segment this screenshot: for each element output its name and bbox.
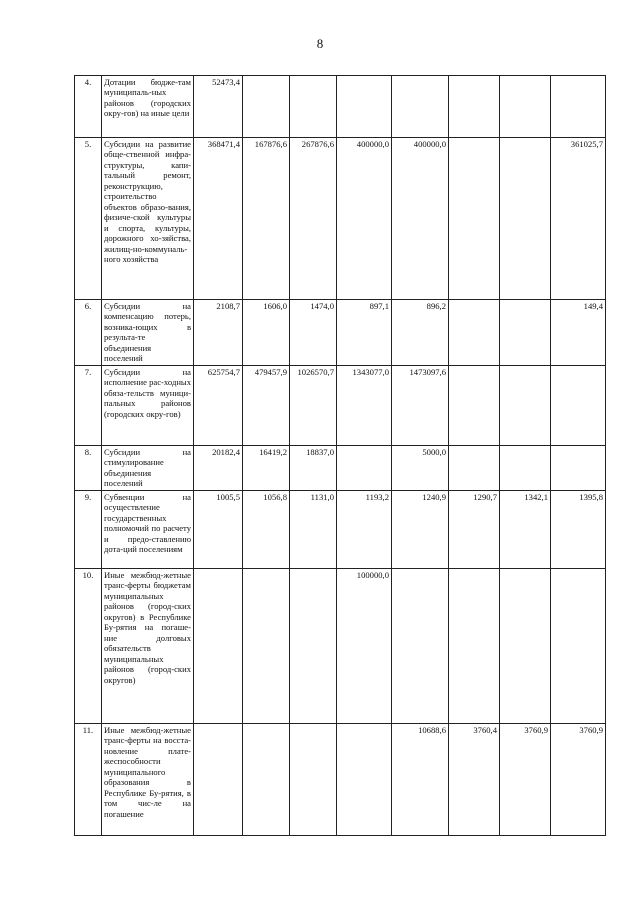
value-cell: 1056,8: [243, 490, 290, 568]
value-cell: 896,2: [392, 300, 449, 366]
value-cell: 3760,4: [449, 723, 500, 835]
row-number: 7.: [75, 365, 102, 445]
value-cell: 1005,5: [194, 490, 243, 568]
value-cell: 267876,6: [290, 138, 337, 300]
table-row: [75, 445, 606, 490]
value-cell: [337, 76, 392, 138]
value-cell: [551, 445, 606, 490]
row-number: 8.: [75, 445, 102, 490]
value-cell: [449, 365, 500, 445]
value-cell: 625754,7: [194, 365, 243, 445]
row-name: Субсидии на стимулирование объединения поселений: [102, 445, 194, 490]
value-cell: [449, 76, 500, 138]
row-name: Иные межбюд-жетные транс-ферты бюджетам муниципальных районов (город-ских округов) в Республике Бу-рятия на погаше-ние долговых обязательств муниципальных районов (город-ских округов): [102, 568, 194, 723]
value-cell: 368471,4: [194, 138, 243, 300]
value-cell: [500, 568, 551, 723]
value-cell: [449, 300, 500, 366]
value-cell: 16419,2: [243, 445, 290, 490]
row-number: 4.: [75, 76, 102, 138]
row-number: 6.: [75, 300, 102, 366]
value-cell: 1240,9: [392, 490, 449, 568]
row-name: Дотации бюдже-там муниципаль-ных районов (городских окру-гов) на иные цели: [102, 76, 194, 138]
value-cell: 361025,7: [551, 138, 606, 300]
value-cell: 400000,0: [337, 138, 392, 300]
row-name: Субсидии на развитие обще-ственной инфра-структуры, капи-тальный ремонт, реконструкцию, строительство объектов образо-вания, физиче-ской культуры и спорта, культуры, дорожного хо-зяйства, жилищ-но-коммуналь-ного хозяйства: [102, 138, 194, 300]
value-cell: 149,4: [551, 300, 606, 366]
value-cell: [194, 723, 243, 835]
value-cell: [392, 76, 449, 138]
table-row: [75, 300, 606, 366]
table-row: [75, 76, 606, 138]
value-cell: 10688,6: [392, 723, 449, 835]
value-cell: 1193,2: [337, 490, 392, 568]
value-cell: [500, 445, 551, 490]
value-cell: 5000,0: [392, 445, 449, 490]
value-cell: 1473097,6: [392, 365, 449, 445]
row-number: 5.: [75, 138, 102, 300]
page-number: 8: [316, 36, 324, 51]
value-cell: 479457,9: [243, 365, 290, 445]
row-number: 10.: [75, 568, 102, 723]
value-cell: [243, 723, 290, 835]
value-cell: [337, 723, 392, 835]
value-cell: 897,1: [337, 300, 392, 366]
row-number: 11.: [75, 723, 102, 835]
value-cell: 1474,0: [290, 300, 337, 366]
table-row: [75, 568, 606, 723]
value-cell: [449, 138, 500, 300]
row-name: Субсидии на компенсацию потерь, возника-ющих в результа-те объединения поселений: [102, 300, 194, 366]
value-cell: 20182,4: [194, 445, 243, 490]
value-cell: [449, 445, 500, 490]
value-cell: [500, 138, 551, 300]
value-cell: 3760,9: [551, 723, 606, 835]
row-name: Субвенции на осуществление государственных полномочий по расчету и предо-ставлению дота-ций поселениям: [102, 490, 194, 568]
row-number: 9.: [75, 490, 102, 568]
value-cell: 1026570,7: [290, 365, 337, 445]
row-name: Иные межбюд-жетные транс-ферты на восста-новление плате-жеспособности муниципального образования в Республике Бу-рятия, в том чис-ле на погашение: [102, 723, 194, 835]
value-cell: 1395,8: [551, 490, 606, 568]
table-row: [75, 365, 606, 445]
value-cell: [392, 568, 449, 723]
value-cell: 3760,9: [500, 723, 551, 835]
value-cell: 100000,0: [337, 568, 392, 723]
value-cell: [290, 568, 337, 723]
value-cell: 1342,1: [500, 490, 551, 568]
value-cell: [500, 365, 551, 445]
value-cell: [243, 76, 290, 138]
value-cell: [551, 76, 606, 138]
value-cell: [290, 76, 337, 138]
value-cell: [194, 568, 243, 723]
value-cell: [551, 568, 606, 723]
table-row: [75, 723, 606, 835]
value-cell: 2108,7: [194, 300, 243, 366]
value-cell: [290, 723, 337, 835]
value-cell: [337, 445, 392, 490]
value-cell: 1290,7: [449, 490, 500, 568]
value-cell: [551, 365, 606, 445]
value-cell: 1343077,0: [337, 365, 392, 445]
value-cell: 400000,0: [392, 138, 449, 300]
value-cell: 52473,4: [194, 76, 243, 138]
value-cell: [500, 76, 551, 138]
table-row: [75, 490, 606, 568]
value-cell: 1131,0: [290, 490, 337, 568]
value-cell: 1606,0: [243, 300, 290, 366]
table-row: [75, 138, 606, 300]
value-cell: [500, 300, 551, 366]
value-cell: [243, 568, 290, 723]
budget-table: [74, 75, 606, 836]
value-cell: 18837,0: [290, 445, 337, 490]
value-cell: 167876,6: [243, 138, 290, 300]
value-cell: [449, 568, 500, 723]
row-name: Субсидии на исполнение рас-ходных обяза-тельств муници-пальных районов (городских окру-гов): [102, 365, 194, 445]
